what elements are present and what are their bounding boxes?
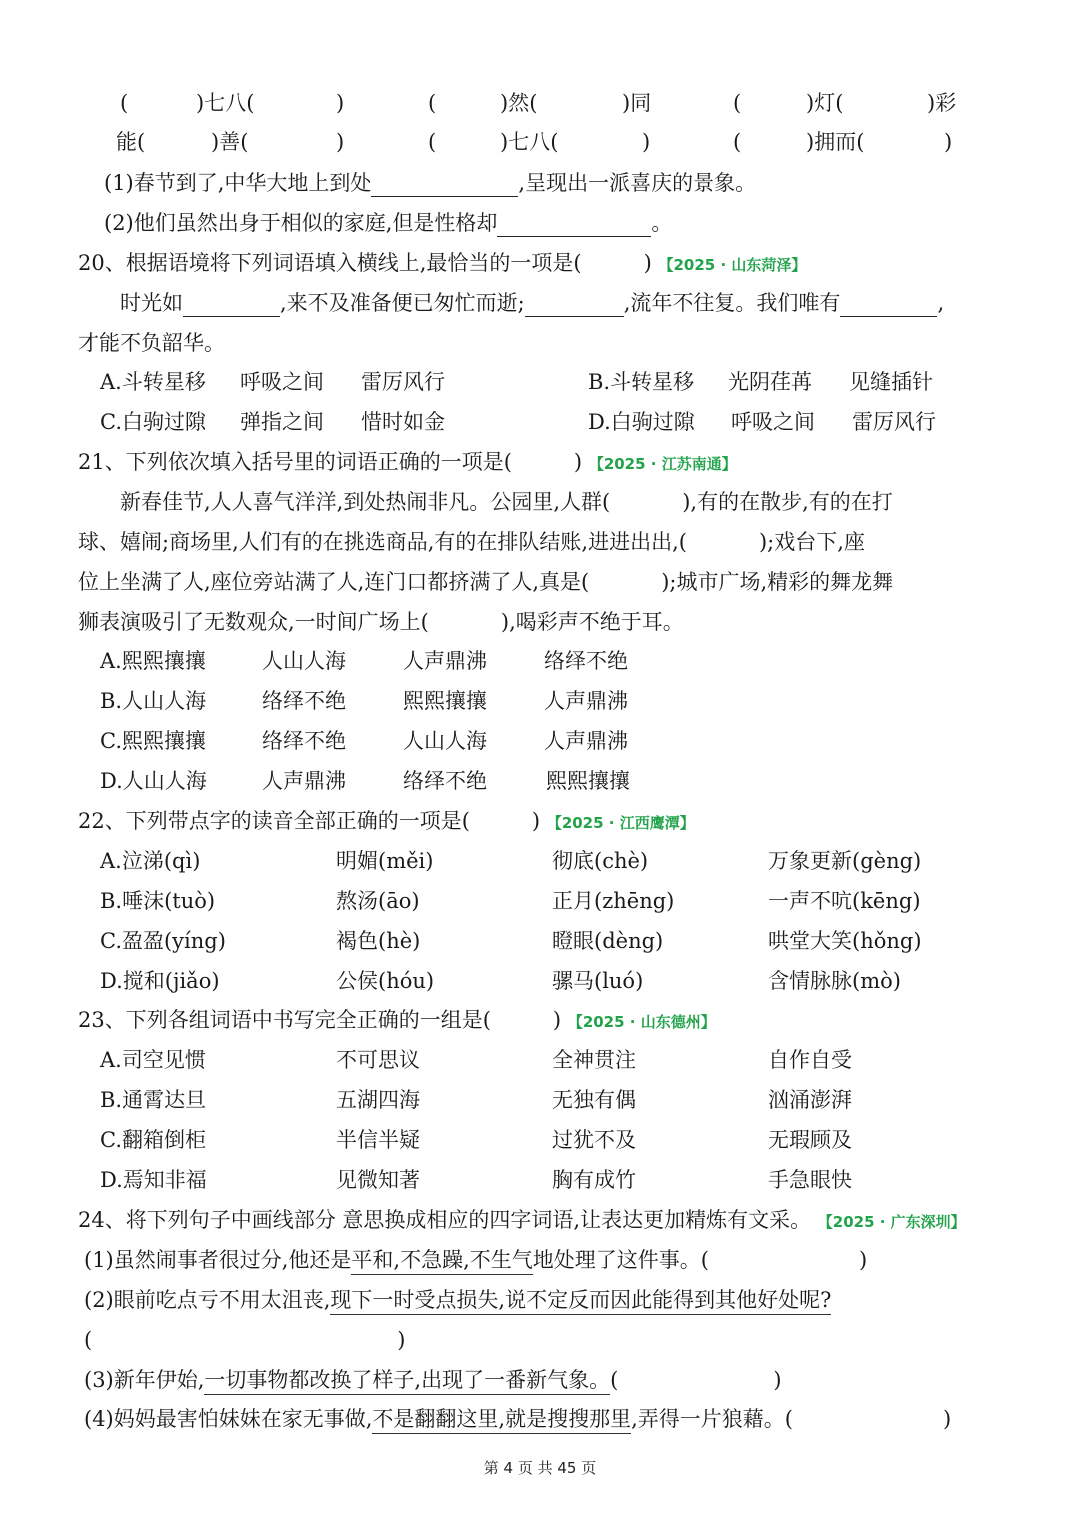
option-text: D.白驹过隙 — [588, 410, 695, 434]
idiom-text: )同 — [622, 91, 652, 115]
source-tag: 【2025 · 广东深圳】 — [817, 1213, 966, 1231]
option-text: C.盈盈(yíng) — [100, 929, 226, 953]
underlined-phrase: 一切事物都改换了样子,出现了一番新气象。 — [204, 1368, 610, 1395]
q24-sentence-4 — [84, 1405, 951, 1433]
passage-text: ,来不及准备便已匆忙而逝; — [280, 291, 525, 315]
idiom-text: ( — [120, 91, 129, 115]
option-text: 人声鼎沸 — [403, 649, 487, 673]
passage-text: );戏台下,座 — [758, 530, 865, 554]
underlined-phrase: 不是翻翻这里,就是搜搜那里 — [372, 1407, 631, 1434]
option-text: 自作自受 — [768, 1048, 852, 1072]
option-text: 彻底(chè) — [552, 849, 649, 873]
option-text: B.人山人海 — [100, 689, 207, 713]
option-text: 哄堂大笑(hǒng) — [768, 929, 922, 953]
answer-blank[interactable] — [840, 294, 937, 317]
question-24-stem — [78, 1206, 966, 1236]
option-text: 雷厉风行 — [361, 370, 445, 394]
option-text: 惜时如金 — [361, 410, 445, 434]
q21-passage-line-4 — [78, 608, 684, 636]
option-text: B.唾沫(tuò) — [100, 889, 216, 913]
idiom-text: ( — [733, 130, 742, 154]
option-text: 络绎不绝 — [403, 769, 487, 793]
option-text: 褐色(hè) — [336, 929, 421, 953]
q20-passage-line-2: 才能不负韶华。 — [78, 331, 225, 355]
idiom-text: )拥而( — [806, 130, 865, 154]
sentence-text: (1)春节到了,中华大地上到处 — [104, 171, 372, 195]
sentence-text: ) — [858, 1248, 868, 1272]
option-text: 含情脉脉(mò) — [768, 969, 901, 993]
option-text: 络绎不绝 — [544, 649, 628, 673]
sentence-text: ( — [84, 1328, 93, 1352]
question-text: ) — [643, 251, 652, 275]
sentence-text: (1)虽然闹事者很过分,他还是 — [84, 1248, 352, 1272]
answer-blank[interactable] — [525, 294, 624, 317]
passage-text: 球、嬉闹;商场里,人们有的在挑选商品,有的在排队结账,进进出出,( — [78, 530, 687, 554]
idiom-text: )灯( — [806, 91, 844, 115]
option-text: 无瑕顾及 — [768, 1128, 852, 1152]
option-text: 熙熙攘攘 — [403, 689, 487, 713]
passage-text: );城市广场,精彩的舞龙舞 — [661, 570, 894, 594]
sentence-text: ) — [397, 1328, 406, 1352]
sentence-text: (3)新年伊始, — [84, 1368, 205, 1392]
q24-sentence-2-answer — [84, 1326, 405, 1354]
passage-text: , — [937, 291, 945, 315]
question-text: 21、下列依次填入括号里的词语正确的一项是( — [78, 450, 512, 474]
question-text: 20、根据语境将下列词语填入横线上,最恰当的一项是( — [78, 251, 582, 275]
option-text: 万象更新(gèng) — [768, 849, 922, 873]
option-text: D.焉知非福 — [100, 1168, 207, 1192]
idiom-text: ) — [336, 91, 345, 115]
question-text: 24、将下列句子中画线部分 意思换成相应的四字词语,让表达更加精炼有文采。 — [78, 1208, 812, 1232]
q24-sentence-3 — [84, 1366, 782, 1394]
idiom-text: )善( — [211, 130, 249, 154]
option-text: C.翻箱倒柜 — [100, 1128, 206, 1152]
option-text: D.搅和(jiǎo) — [100, 969, 220, 993]
option-text: 骡马(luó) — [552, 969, 644, 993]
source-tag: 【2025 · 山东菏泽】 — [658, 256, 807, 274]
question-22-stem — [78, 807, 695, 837]
sentence-text: ( — [610, 1368, 619, 1392]
option-text: B.斗转星移 — [588, 370, 695, 394]
option-text: 正月(zhēng) — [552, 889, 675, 913]
option-text: D.人山人海 — [100, 769, 207, 793]
passage-text: 狮表演吸引了无数观众,一时间广场上( — [78, 610, 429, 634]
idiom-text: ( — [428, 130, 437, 154]
idiom-text: )然( — [500, 91, 538, 115]
sentence-text: ) — [773, 1368, 782, 1392]
answer-blank[interactable] — [497, 214, 651, 237]
option-text: B.通霄达旦 — [100, 1088, 207, 1112]
passage-text: 新春佳节,人人喜气洋洋,到处热闹非凡。公园里,人群( — [120, 490, 611, 514]
option-text: 人声鼎沸 — [262, 769, 346, 793]
question-text: ) — [573, 450, 583, 474]
idiom-text: )彩 — [927, 91, 957, 115]
option-text: 手急眼快 — [768, 1168, 852, 1192]
q24-sentence-2 — [84, 1286, 831, 1314]
option-text: 见缝插针 — [849, 370, 933, 394]
option-text: 公侯(hóu) — [336, 969, 435, 993]
passage-text: ),有的在散步,有的在打 — [682, 490, 893, 514]
idiom-text: 能( — [116, 130, 146, 154]
option-text: 半信半疑 — [336, 1128, 420, 1152]
option-text: C.白驹过隙 — [100, 410, 206, 434]
passage-text: ,流年不往复。我们唯有 — [623, 291, 841, 315]
question-text: 22、下列带点字的读音全部正确的一项是( — [78, 809, 470, 833]
option-text: 人山人海 — [403, 729, 487, 753]
idiom-text: ( — [733, 91, 742, 115]
option-text: 五湖四海 — [336, 1088, 420, 1112]
sentence-text: ) — [942, 1407, 952, 1431]
option-text: 光阴荏苒 — [728, 370, 812, 394]
idiom-text: ) — [336, 130, 345, 154]
option-text: 人山人海 — [262, 649, 346, 673]
option-text: 汹涌澎湃 — [768, 1088, 852, 1112]
sentence-text: (2)他们虽然出身于相似的家庭,但是性格却 — [104, 211, 498, 235]
q20-passage-line-1 — [120, 289, 944, 317]
question-20-stem — [78, 249, 806, 279]
question-23-stem — [78, 1006, 716, 1036]
question-text: ) — [552, 1008, 562, 1032]
page-footer: 第 4 页 共 45 页 — [483, 1459, 597, 1477]
option-text: 见微知著 — [336, 1168, 420, 1192]
option-text: 熬汤(āo) — [336, 889, 420, 913]
option-text: 雷厉风行 — [852, 410, 936, 434]
option-text: 一声不吭(kēng) — [768, 889, 921, 913]
question-text: ) — [531, 809, 541, 833]
option-text: 无独有偶 — [552, 1088, 636, 1112]
question-text: 23、下列各组词语中书写完全正确的一组是( — [78, 1008, 491, 1032]
sentence-text: (2)眼前吃点亏不用太沮丧, — [84, 1288, 331, 1312]
option-text: C.熙熙攘攘 — [100, 729, 206, 753]
option-text: A.斗转星移 — [100, 370, 206, 394]
sentence-text: ,弄得一片狼藉。( — [631, 1407, 793, 1431]
option-text: A.司空见惯 — [100, 1048, 206, 1072]
option-text: 呼吸之间 — [731, 410, 815, 434]
underlined-phrase: 现下一时受点损失,说不定反而因此能得到其他好处呢? — [330, 1288, 831, 1315]
option-text: 络绎不绝 — [262, 729, 346, 753]
source-tag: 【2025 · 江苏南通】 — [588, 455, 737, 473]
idiom-text: ( — [428, 91, 437, 115]
idiom-text: ) — [642, 130, 651, 154]
sentence-text: ,呈现出一派喜庆的景象。 — [518, 171, 757, 195]
sentence-text: 。 — [651, 211, 673, 235]
source-tag: 【2025 · 江西鹰潭】 — [546, 814, 695, 832]
q21-passage-line-1 — [120, 488, 893, 516]
option-text: A.泣涕(qì) — [100, 849, 201, 873]
option-text: 弹指之间 — [240, 410, 324, 434]
q19-sentence-1 — [104, 169, 756, 197]
q24-sentence-1 — [84, 1246, 867, 1274]
passage-text: 时光如 — [120, 291, 183, 315]
question-21-stem — [78, 448, 737, 478]
option-text: 全神贯注 — [552, 1048, 636, 1072]
option-text: 熙熙攘攘 — [546, 769, 630, 793]
option-text: 不可思议 — [336, 1048, 420, 1072]
idiom-text: ) — [944, 130, 953, 154]
option-text: 过犹不及 — [552, 1128, 636, 1152]
option-text: 人声鼎沸 — [544, 729, 628, 753]
answer-blank[interactable] — [183, 294, 280, 317]
option-text: 人声鼎沸 — [544, 689, 628, 713]
option-text: 呼吸之间 — [240, 370, 324, 394]
q21-passage-line-3 — [78, 568, 893, 596]
answer-blank[interactable] — [371, 174, 518, 197]
sentence-text: 地处理了这件事。( — [532, 1248, 709, 1272]
option-text: A.熙熙攘攘 — [100, 649, 206, 673]
sentence-text: (4)妈妈最害怕妹妹在家无事做, — [84, 1407, 373, 1431]
idiom-text: )七八( — [196, 91, 255, 115]
idiom-text: )七八( — [500, 130, 559, 154]
passage-text: ),喝彩声不绝于耳。 — [500, 610, 684, 634]
passage-text: 位上坐满了人,座位旁站满了人,连门口都挤满了人,真是( — [78, 570, 590, 594]
underlined-phrase: 平和,不急躁,不生气 — [351, 1248, 532, 1275]
q21-passage-line-2 — [78, 528, 865, 556]
option-text: 胸有成竹 — [552, 1168, 636, 1192]
option-text: 明媚(měi) — [336, 849, 434, 873]
source-tag: 【2025 · 山东德州】 — [567, 1013, 716, 1031]
q19-sentence-2 — [104, 209, 672, 237]
option-text: 络绎不绝 — [262, 689, 346, 713]
option-text: 瞪眼(dèng) — [552, 929, 664, 953]
